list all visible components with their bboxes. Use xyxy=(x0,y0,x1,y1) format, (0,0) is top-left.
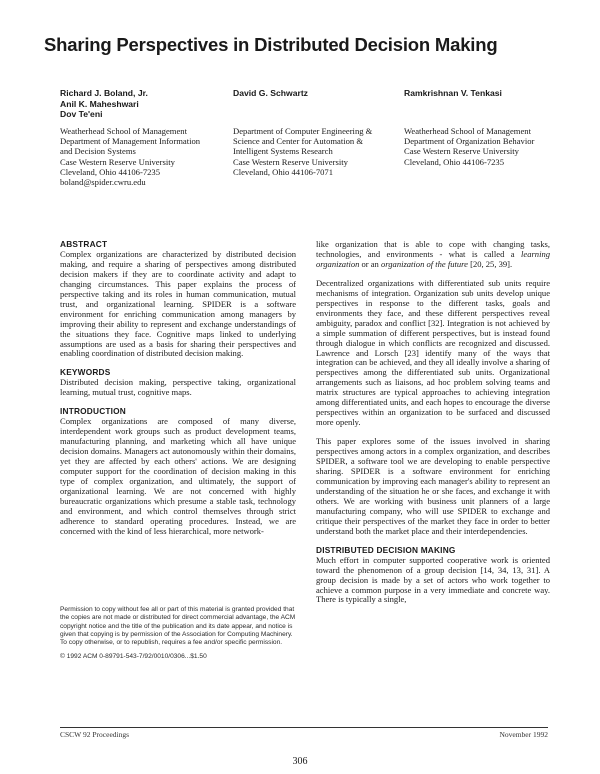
affiliation-line: Intelligent Systems Research xyxy=(233,146,333,157)
affiliation-line: and Decision Systems xyxy=(60,146,136,157)
author-group-1 xyxy=(60,88,148,120)
affiliation-2 xyxy=(233,126,372,177)
footer-proceedings: CSCW 92 Proceedings xyxy=(60,730,130,739)
affiliation-line: Weatherhead School of Management xyxy=(60,126,187,136)
paper-title: Sharing Perspectives in Distributed Decision Making xyxy=(44,34,498,55)
copyright-line: © 1992 ACM 0-89791-543-7/92/0010/0306...$1.50 xyxy=(60,653,207,661)
affiliation-1 xyxy=(60,126,200,187)
text-run: [20, 25, 39]. xyxy=(467,258,513,269)
affiliation-line: Department of Management Information xyxy=(60,136,201,147)
footer-date: November 1992 xyxy=(499,730,548,739)
paragraph-continuation xyxy=(316,240,550,270)
author-name: Richard J. Boland, Jr. xyxy=(60,88,148,98)
left-column xyxy=(60,240,296,537)
author-group-3 xyxy=(404,88,502,99)
text-run: or an xyxy=(359,258,381,269)
distributed-decision-making-heading: DISTRIBUTED DECISION MAKING xyxy=(316,544,456,555)
affiliation-line: Case Western Reserve University xyxy=(404,146,519,157)
affiliation-line: Weatherhead School of Management xyxy=(404,126,531,136)
affiliation-line: Case Western Reserve University xyxy=(60,156,175,167)
paragraph-spider: This paper explores some of the issues involved in sharing perspectives among actors in a complex organization, and describes SPIDER, a software tool we are developing to enable perspective sharing. SPIDER is a software environment for enriching communication by improving each manager's ability to represent an understanding of the situation he or she faces, and exchange it with others. We are working with business unit planners of a large manufacturing company, who will use SPIDER to exchange and critique their perspectives of the market they face in order to better understand both the market place and their interdependencies. xyxy=(316,436,550,536)
affiliation-3 xyxy=(404,126,534,167)
page-number: 306 xyxy=(292,756,308,767)
paragraph-group-decision: Much effort in computer supported cooperative work is oriented toward the phenomenon of a group decision [14, 34, 13, 31]. A group decision is made by a set of actors who work together to achieve a common purpose in a very immediate and concrete way. There is typically a single, xyxy=(316,554,550,605)
author-email[interactable]: boland@spider.cwru.edu xyxy=(60,177,146,188)
emphasis-organization-of-future: organization of the future xyxy=(380,258,468,269)
affiliation-line: Department of Computer Engineering & xyxy=(233,126,373,136)
introduction-heading: INTRODUCTION xyxy=(60,406,127,417)
affiliation-line: Science and Center for Automation & xyxy=(233,136,364,147)
affiliation-line: Cleveland, Ohio 44106-7235 xyxy=(60,166,161,177)
author-name: Anil K. Maheshwari xyxy=(60,98,139,109)
abstract-text: Complex organizations are characterized by distributed decision making, and require a sharing of perspectives among distributed decision makers if they are to coordinate activity and adapt to changing circumstances. This paper explains the process of perspective taking and its roles in human communication, mutual trust, and organizational learning. SPIDER is a software environment for enriching communication among managers by improving their ability to represent and exchange understandings of the situations they face. Cognitive maps linked to underlying assumptions are used as a basis for sharing their perspectives and enabling coordination of distributed decision making. xyxy=(60,248,296,359)
author-name: Dov Te'eni xyxy=(60,109,103,119)
permission-text: Permission to copy without fee all or part of this material is granted provided that the copies are not made or distributed for direct commercial advantage, the ACM copyright notice and the title of the publication and its date appear, and notice is given that copying is by permission of the Association for Computing Machinery. To copy otherwise, or to republish, requires a fee and/or specific permission. xyxy=(60,606,296,647)
footer-divider xyxy=(60,727,548,728)
affiliation-line: Department of Organization Behavior xyxy=(404,136,535,147)
author-name: Ramkrishnan V. Tenkasi xyxy=(404,88,502,98)
abstract-heading: ABSTRACT xyxy=(60,239,108,249)
text-run: like organization that is able to cope with changing tasks, technologies, and environments - what is called a xyxy=(316,239,550,259)
keywords-text: Distributed decision making, perspective taking, organizational learning, mutual trust, cognitive maps. xyxy=(60,377,296,398)
affiliation-line: Cleveland, Ohio 44106-7235 xyxy=(404,156,505,167)
right-column xyxy=(316,240,550,605)
author-name: David G. Schwartz xyxy=(233,88,308,98)
affiliation-line: Cleveland, Ohio 44106-7071 xyxy=(233,166,334,177)
introduction-text: Complex organizations are composed of many diverse, interdependent work groups such as product development teams, manufacturing planning, and marketing which all have unique decision domains. Managers act autonomously within their domains, yet they are affected by each others' actions. We are designing computer support for the coordination of decision making in this type of complex organization, and ultimately, the support of organizational learning. We are not concerned with highly bureaucratic organizations which presume a stable task, technology and environment, and which control themselves through strict adherence to standard operating procedures. Instead, we are concerned with the kind of less hierarchical, more network- xyxy=(60,416,296,536)
permission-notice xyxy=(60,606,296,662)
author-group-2 xyxy=(233,88,308,99)
paragraph-integration: Decentralized organizations with differentiated sub units require mechanisms of integration. Organization sub units develop unique perspectives in response to the different tasks, goals and environments they face, and these different perspectives reveal ambiguity, paradox and conflict [32]. Integration is not achieved by a simple summation of different perspectives, but is instead found through dialogue in which conflicts are recognized and discussed. Lawrence and Lorsch [23] identify many of the ways that integration can be achieved, and they all ideally involve a sharing of perspectives among the differentiated sub units. Organizational arrangements such as liaisons, ad hoc problem solving teams and matrix structures are typical approaches to achieving integration among differentiated units, and each hopes to encourage the diverse perspectives within an organization to be surfaced and discussed more openly. xyxy=(316,277,550,428)
emphasis-learning-organization: learning organization xyxy=(316,248,550,269)
keywords-heading: KEYWORDS xyxy=(60,367,111,378)
affiliation-line: Case Western Reserve University xyxy=(233,156,348,167)
